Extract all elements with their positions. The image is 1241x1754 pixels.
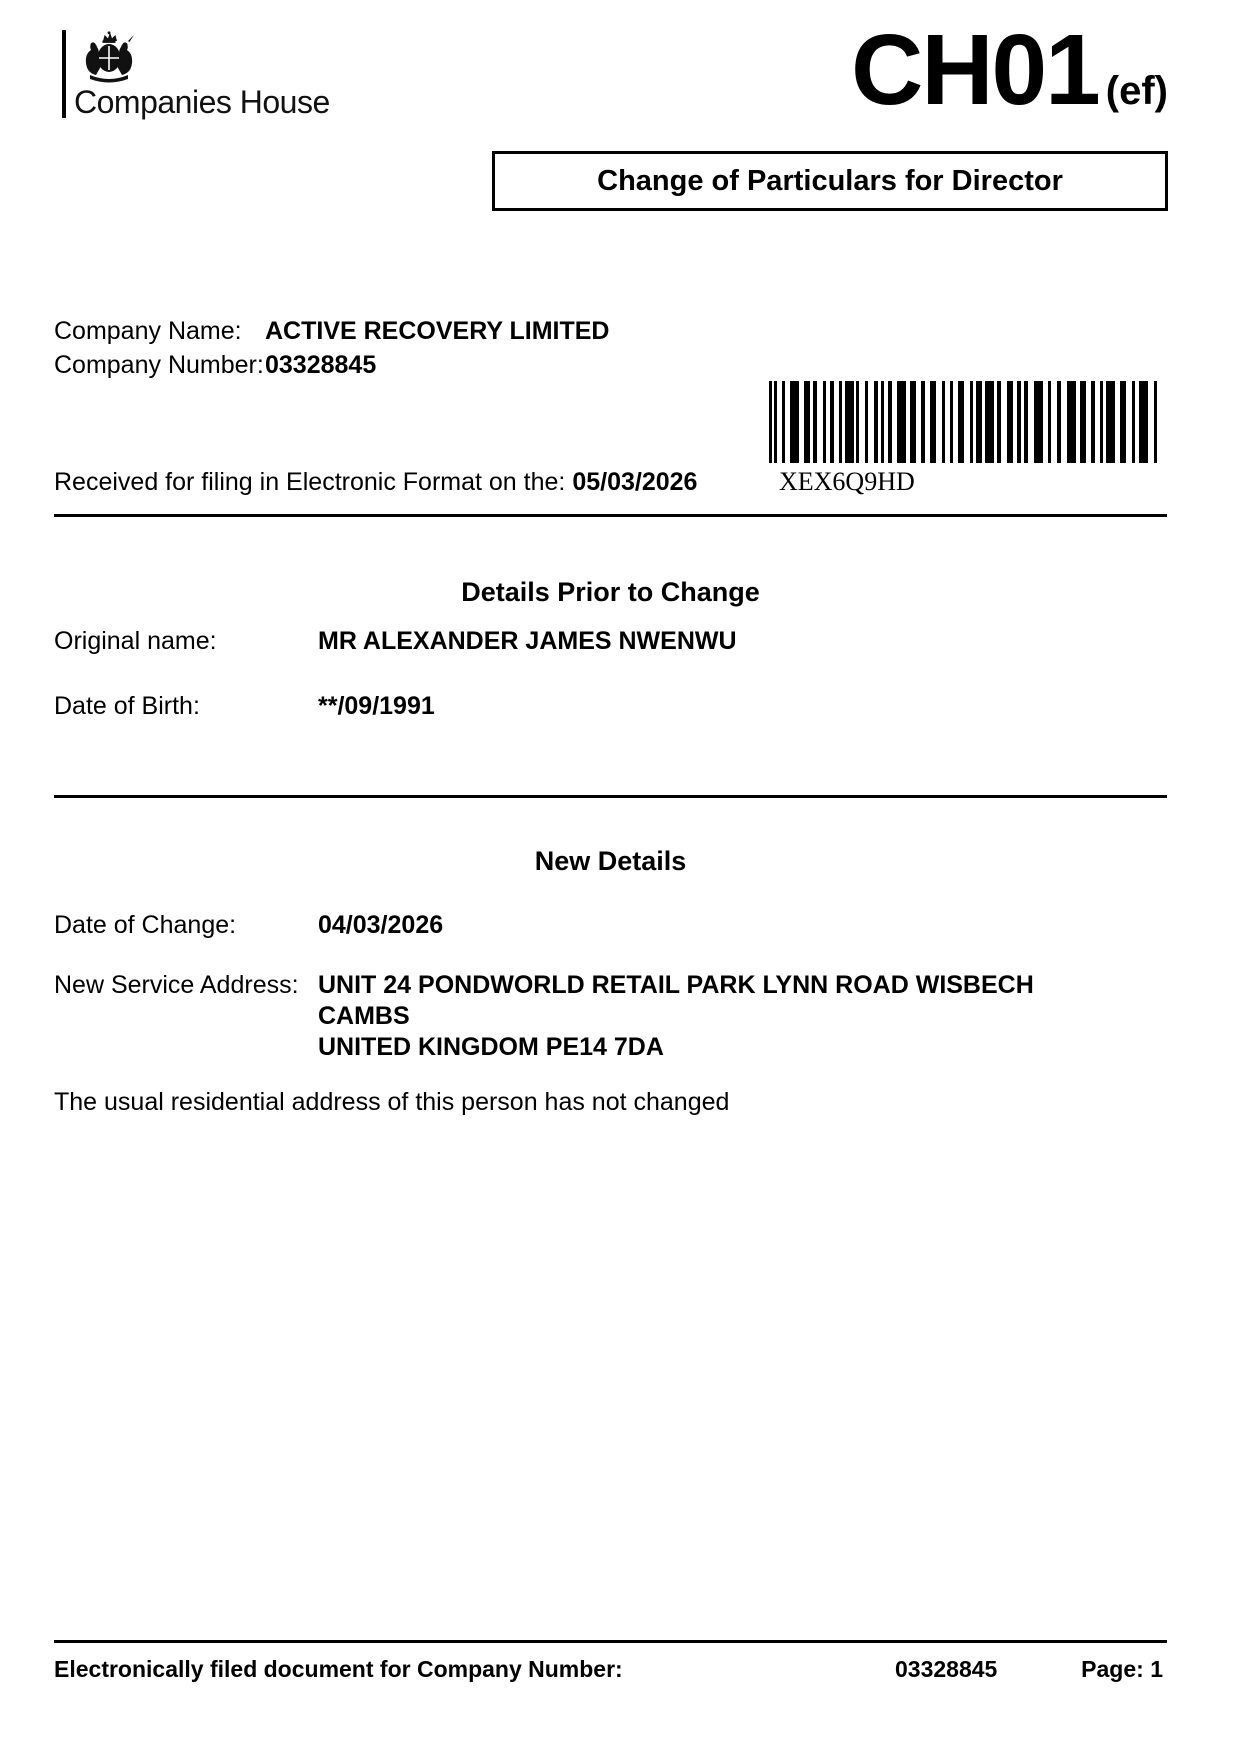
section-divider (54, 795, 1167, 798)
service-address-row (54, 970, 1167, 1061)
company-number-label: Company Number: (54, 351, 264, 379)
section-divider (54, 514, 1167, 517)
form-title: Change of Particulars for Director (597, 164, 1063, 197)
original-name-label: Original name: (54, 627, 217, 655)
date-of-birth-row (54, 691, 1167, 721)
service-address-label: New Service Address: (54, 971, 299, 999)
company-name-value: ACTIVE RECOVERY LIMITED (265, 317, 610, 345)
date-of-change-row (54, 910, 1167, 940)
footer-company-number: 03328845 (895, 1656, 998, 1682)
date-of-change-label: Date of Change: (54, 911, 237, 939)
prior-details-heading: Details Prior to Change (461, 577, 760, 607)
form-title-box (492, 151, 1168, 211)
original-name-value: MR ALEXANDER JAMES NWENWU (318, 627, 737, 655)
date-of-birth-value: **/09/1991 (318, 692, 435, 720)
footer-divider (54, 1640, 1167, 1643)
royal-crest-icon (76, 31, 142, 83)
residential-address-note: The usual residential address of this person has not changed (54, 1088, 730, 1116)
barcode (769, 381, 1159, 463)
form-code (851, 14, 1168, 126)
form-code-suffix: (ef) (1105, 69, 1168, 113)
logo-vertical-bar (62, 30, 66, 118)
footer-page-number: Page: 1 (1081, 1656, 1163, 1682)
company-name-row (54, 316, 1167, 346)
original-name-row (54, 626, 1167, 656)
date-of-change-value: 04/03/2026 (318, 911, 444, 939)
received-filing-label: Received for filing in Electronic Format on the: (54, 468, 566, 496)
service-address-value (318, 970, 1034, 1063)
company-number-row (54, 350, 1167, 380)
received-filing-date: 05/03/2026 (572, 468, 698, 496)
company-number-value: 03328845 (265, 351, 377, 379)
received-filing-line (54, 468, 697, 497)
service-address-line: UNIT 24 PONDWORLD RETAIL PARK LYNN ROAD WISBECH (318, 971, 1034, 999)
footer-label: Electronically filed document for Company Number: (54, 1656, 623, 1682)
barcode-text: XEX6Q9HD (779, 467, 915, 496)
logo-text: Companies House (74, 84, 330, 120)
service-address-line: CAMBS (318, 1002, 410, 1030)
service-address-line: UNITED KINGDOM PE14 7DA (318, 1033, 664, 1061)
new-details-heading: New Details (534, 846, 687, 876)
date-of-birth-label: Date of Birth: (54, 692, 200, 720)
company-name-label: Company Name: (54, 317, 242, 345)
form-code-main: CH01 (851, 14, 1099, 126)
